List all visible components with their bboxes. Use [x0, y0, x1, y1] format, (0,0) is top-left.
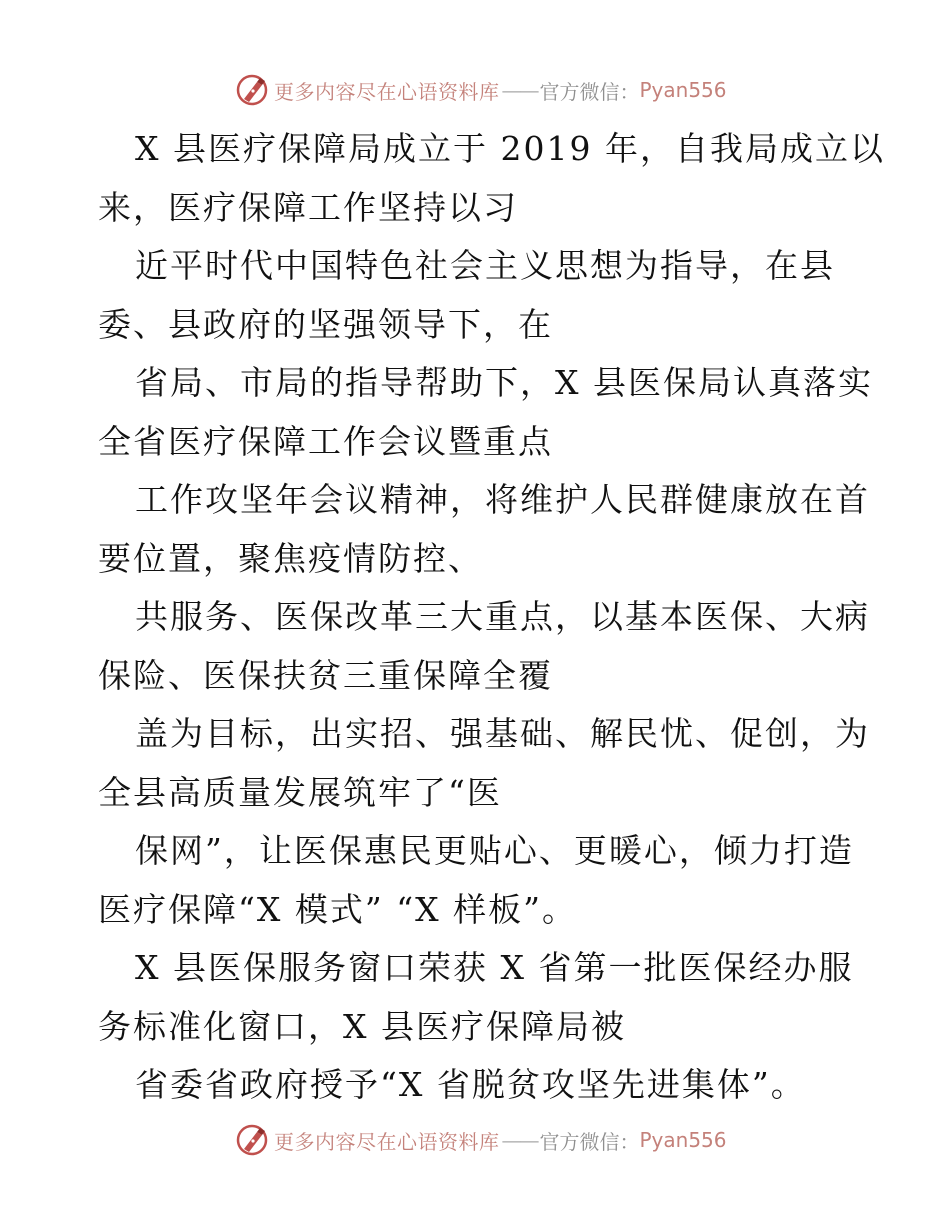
paragraph	[98, 705, 870, 822]
paragraph	[98, 1056, 858, 1115]
paragraph-line: 要位置，聚焦疫情防控、	[98, 538, 483, 578]
paragraph-line: 来，医疗保障工作坚持以习	[98, 187, 518, 227]
paragraph-line: 省局、市局的指导帮助下，X 县医保局认真落实	[135, 363, 873, 402]
paragraph-line: 委、县政府的坚强领导下，在	[98, 304, 553, 344]
paragraph-line: 省委省政府授予“X 省脱贫攻坚先进集体”。	[135, 1065, 806, 1104]
paragraph	[98, 588, 870, 705]
header-watermark	[236, 72, 727, 108]
paragraph-line: 医疗保障“X 模式” “X 样板”。	[98, 889, 577, 929]
footer-watermark	[236, 1122, 727, 1158]
watermark-wechat-id: Pyan556	[639, 78, 727, 102]
paragraph-line: 盖为目标，出实招、强基础、解民忧、促创，为	[135, 714, 870, 753]
watermark-separator: ——	[501, 1128, 538, 1152]
pen-logo-icon	[236, 73, 270, 107]
paragraph	[98, 354, 873, 471]
paragraph-line: 保网”，让医保惠民更贴心、更暖心，倾力打造	[135, 831, 854, 870]
watermark-text: 更多内容尽在心语资料库	[274, 79, 500, 104]
paragraph	[98, 120, 885, 237]
watermark-wechat-id: Pyan556	[639, 1128, 727, 1152]
paragraph-line: X 县医疗保障局成立于 2019 年，自我局成立以	[135, 129, 885, 168]
paragraph-line: 共服务、医保改革三大重点，以基本医保、大病	[135, 597, 870, 636]
paragraph-line: 保险、医保扶贫三重保障全覆	[98, 655, 553, 695]
paragraph	[98, 471, 870, 588]
paragraph	[98, 822, 858, 939]
paragraph	[98, 237, 858, 354]
paragraph-line: 务标准化窗口，X 县医疗保障局被	[98, 1006, 626, 1046]
watermark-wechat-label: 官方微信：	[539, 1129, 640, 1154]
paragraph	[98, 939, 858, 1056]
paragraph-line: 工作攻坚年会议精神，将维护人民群健康放在首	[135, 480, 870, 519]
paragraph-line: X 县医保服务窗口荣获 X 省第一批医保经办服	[135, 948, 854, 987]
paragraph-line: 全省医疗保障工作会议暨重点	[98, 421, 553, 461]
watermark-wechat-label: 官方微信：	[539, 79, 640, 104]
paragraph-line: 全县高质量发展筑牢了“医	[98, 772, 502, 812]
document-body	[98, 120, 885, 1115]
paragraph-line: 近平时代中国特色社会主义思想为指导，在县	[135, 246, 835, 285]
pen-logo-icon	[236, 1123, 270, 1157]
watermark-text: 更多内容尽在心语资料库	[274, 1129, 500, 1154]
watermark-separator: ——	[501, 78, 538, 102]
